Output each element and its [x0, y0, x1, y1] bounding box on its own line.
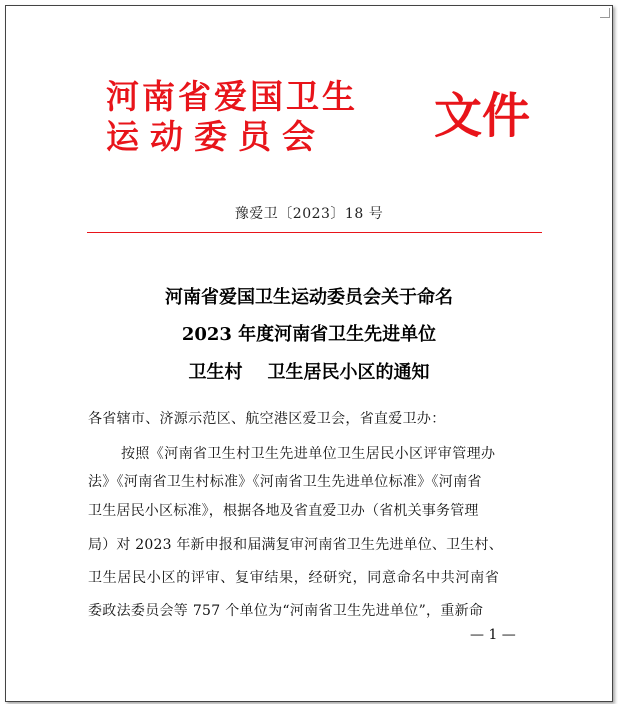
document-number: 豫爱卫〔2023〕18 号 — [234, 206, 384, 222]
title-line-3: 卫生村 卫生居民小区的通知 — [188, 362, 430, 383]
title-line-2: 2023 年度河南省卫生先进单位 — [181, 324, 437, 345]
body-line: 局）对 2023 年新申报和届满复审河南省卫生先进单位、卫生村、 — [88, 537, 503, 553]
masthead-document-label: 文件 — [434, 88, 531, 144]
document-page — [5, 5, 613, 702]
body-line: 卫生居民小区的评审、复审结果，经研究，同意命名中共河南省 — [88, 570, 500, 586]
body-line: 法》《河南省卫生村标准》《河南省卫生先进单位标准》《河南省 — [88, 474, 482, 490]
red-divider — [87, 232, 542, 233]
body-line: 按照《河南省卫生村卫生先进单位卫生居民小区评审管理办 — [121, 446, 496, 462]
body-line: 卫生居民小区标准》，根据各地及省直爱卫办（省机关事务管理 — [88, 503, 479, 519]
body-line: 委政法委员会等 757 个单位为“河南省卫生先进单位”，重新命 — [88, 603, 484, 619]
masthead-issuer-line2: 运动委员会 — [106, 117, 326, 156]
crop-mark — [600, 8, 610, 18]
masthead-issuer-line1: 河南省爱国卫生 — [106, 77, 358, 116]
salutation: 各省辖市、济源示范区、航空港区爱卫会，省直爱卫办： — [88, 411, 446, 427]
page-number: — 1 — — [470, 627, 516, 643]
title-line-1: 河南省爱国卫生运动委员会关于命名 — [165, 287, 453, 308]
